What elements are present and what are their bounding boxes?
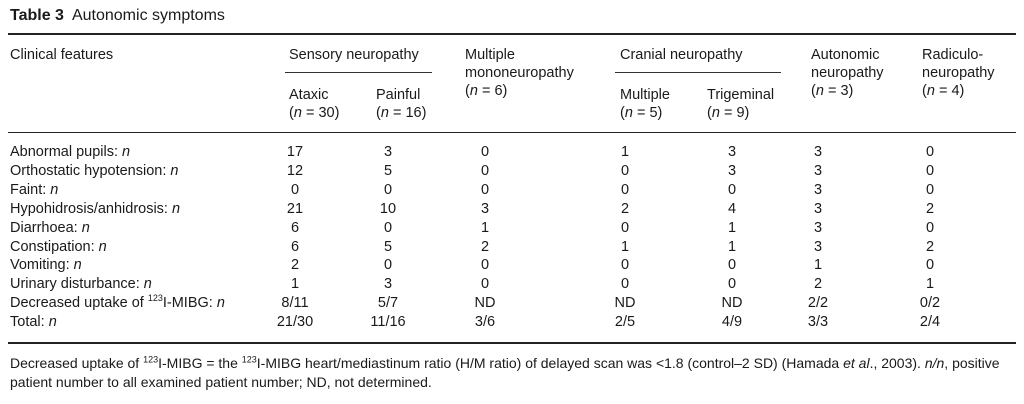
row-label-text: Abnormal pupils:	[10, 144, 123, 160]
header-rn-line1: Radiculo-	[922, 47, 984, 63]
header-mm-line2: mononeuropathy	[465, 65, 574, 81]
header-mm-n: (n = 6)	[465, 83, 508, 99]
table-cell: 1	[620, 238, 630, 255]
footnote-part-3: I-MIBG heart/mediastinum ratio (H/M ratio) of delayed scan was <1.8 (control–2 SD) (Hamada	[256, 355, 844, 371]
header-multiple-label: Multiple	[620, 87, 670, 103]
footnote-sup-1: 123	[143, 354, 159, 365]
table-cell: 2	[925, 238, 935, 255]
row-label	[10, 181, 58, 200]
footnote-part-5: , positive patient number to all examined patient number; ND, not determined.	[10, 355, 1000, 390]
table-cell: 4/9	[721, 314, 743, 331]
header-an-line1: Autonomic	[811, 47, 880, 63]
header-painful-label: Painful	[376, 87, 421, 103]
table-footnote	[10, 354, 1015, 392]
footnote-nn: n/n	[924, 355, 945, 371]
table-cell: 0	[480, 181, 490, 198]
row-label-text: Decreased uptake of	[10, 295, 148, 312]
row-label	[10, 200, 180, 219]
header-multiple	[620, 86, 670, 122]
table-cell: 2/2	[807, 295, 829, 312]
row-label	[10, 294, 225, 313]
row-label-text: I-MIBG:	[162, 295, 217, 312]
table-cell: 0	[620, 181, 630, 198]
table-cell: 10	[379, 200, 397, 217]
table-cell: 11/16	[370, 314, 406, 331]
table-cell: 0	[383, 257, 393, 274]
row-label-text: Total:	[10, 314, 49, 331]
row-label-n: n	[122, 144, 131, 160]
row-label-n: n	[216, 295, 225, 312]
table-cell: 0	[925, 181, 935, 198]
table-cell: 3	[813, 238, 823, 255]
row-label-n: n	[48, 314, 57, 331]
header-an-line2: neuropathy	[811, 65, 884, 81]
table-cell: 3/3	[807, 314, 829, 331]
table-cell: 3/6	[474, 314, 496, 331]
table-cell: 0	[480, 144, 490, 160]
footnote-part-2: I-MIBG = the	[158, 355, 242, 371]
table-cell: 0	[290, 181, 300, 198]
row-label-n: n	[172, 200, 181, 217]
header-rule	[8, 132, 1016, 133]
table-cell: 5	[383, 162, 393, 179]
table-cell: 21/30	[276, 314, 314, 331]
header-multiple-n: (n = 5)	[620, 105, 663, 121]
table-cell: 0	[383, 219, 393, 236]
table-cell: 5/7	[377, 295, 399, 312]
table-caption: Autonomic symptoms	[71, 7, 225, 24]
footnote-etal: et al	[843, 355, 870, 371]
table-cell: 2	[813, 276, 823, 293]
table-cell: 3	[813, 200, 823, 217]
header-mm-line1: Multiple	[465, 47, 515, 63]
table-cell: 21	[286, 200, 304, 217]
header-multiple-mononeuropathy	[465, 46, 574, 100]
top-rule	[8, 33, 1016, 35]
row-label	[10, 238, 107, 257]
row-label	[10, 313, 57, 332]
table-cell: 3	[813, 181, 823, 198]
row-label	[10, 219, 90, 238]
table-cell: 0	[727, 181, 737, 198]
table-cell: 2/5	[614, 314, 636, 331]
table-cell: 0	[480, 162, 490, 179]
header-trigeminal-n: (n = 9)	[707, 105, 750, 121]
table-cell: 1	[925, 276, 935, 293]
table-cell: ND	[721, 295, 743, 312]
row-label	[10, 143, 130, 162]
row-label-n: n	[170, 162, 179, 179]
table-cell: 5	[383, 238, 393, 255]
table-cell: 0	[727, 257, 737, 274]
row-label-n: n	[81, 219, 90, 236]
row-label-n: n	[73, 257, 82, 274]
table-cell: 2/4	[919, 314, 941, 331]
table-number: Table 3	[10, 7, 64, 24]
row-label-text: Constipation:	[10, 238, 99, 255]
table-cell: 3	[383, 276, 393, 293]
table-cell: 12	[286, 162, 304, 179]
table-cell: 2	[480, 238, 490, 255]
row-label-text: Vomiting:	[10, 257, 74, 274]
table-cell: 2	[925, 200, 935, 217]
table-cell: 0	[480, 257, 490, 274]
table-cell: 0	[383, 181, 393, 198]
row-label-text: Orthostatic hypotension:	[10, 162, 171, 179]
row-label	[10, 275, 152, 294]
footnote-part-1: Decreased uptake of	[10, 355, 144, 371]
table-cell: 3	[727, 144, 737, 160]
table-cell: 1	[620, 144, 630, 160]
header-ataxic-n: (n = 30)	[289, 105, 340, 121]
table-cell: 0	[620, 219, 630, 236]
table-cell: 1	[727, 238, 737, 255]
sensory-group-rule	[285, 72, 432, 73]
table-cell: 0	[480, 276, 490, 293]
table-cell: 4	[727, 200, 737, 217]
table-title	[10, 7, 225, 25]
table-cell: 3	[383, 144, 393, 160]
table-cell: 1	[813, 257, 823, 274]
table-cell: 6	[290, 219, 300, 236]
table-cell: 0	[925, 219, 935, 236]
row-label-text: Hypohidrosis/anhidrosis:	[10, 200, 172, 217]
header-cranial-neuropathy: Cranial neuropathy	[620, 47, 743, 63]
header-ataxic	[289, 86, 339, 122]
footnote-sup-2: 123	[241, 354, 257, 365]
table-cell: 3	[813, 144, 823, 160]
cranial-group-rule	[615, 72, 781, 73]
table-cell: 1	[480, 219, 490, 236]
table-cell: 0	[925, 257, 935, 274]
row-label-text: Diarrhoea:	[10, 219, 82, 236]
table-cell: 0	[620, 257, 630, 274]
header-rn-line2: neuropathy	[922, 65, 995, 81]
header-autonomic-neuropathy	[811, 46, 884, 100]
table-cell: 0	[925, 144, 935, 160]
table-cell: 3	[813, 162, 823, 179]
row-label-sup: 123	[147, 293, 163, 304]
table-cell: ND	[614, 295, 636, 312]
row-label-n: n	[98, 238, 107, 255]
header-radiculoneuropathy	[922, 46, 995, 100]
row-label-n: n	[50, 181, 59, 198]
table-cell: 0	[620, 162, 630, 179]
table-cell: 3	[813, 219, 823, 236]
header-trigeminal-label: Trigeminal	[707, 87, 775, 103]
row-label	[10, 162, 178, 181]
footnote-part-4: ., 2003).	[869, 355, 925, 371]
bottom-rule	[8, 342, 1016, 344]
row-label	[10, 256, 82, 275]
header-painful	[376, 86, 426, 122]
table-cell: 3	[727, 162, 737, 179]
row-label-n: n	[143, 276, 152, 293]
table-cell: 0	[727, 276, 737, 293]
table-cell: 1	[727, 219, 737, 236]
table-cell: 17	[286, 144, 304, 160]
header-painful-n: (n = 16)	[376, 105, 427, 121]
header-ataxic-label: Ataxic	[289, 87, 329, 103]
table-cell: 6	[290, 238, 300, 255]
row-label-text: Urinary disturbance:	[10, 276, 144, 293]
table-cell: ND	[474, 295, 496, 312]
table-cell: 8/11	[281, 295, 309, 312]
table-cell: 2	[290, 257, 300, 274]
row-label-text: Faint:	[10, 181, 51, 198]
header-sensory-neuropathy: Sensory neuropathy	[289, 47, 419, 63]
table-cell: 0/2	[919, 295, 941, 312]
table-cell: 3	[480, 200, 490, 217]
table-cell: 0	[620, 276, 630, 293]
header-clinical-features: Clinical features	[10, 47, 114, 63]
table-cell: 1	[290, 276, 300, 293]
header-rn-n: (n = 4)	[922, 83, 965, 99]
table-cell: 0	[925, 162, 935, 179]
header-trigeminal	[707, 86, 774, 122]
header-an-n: (n = 3)	[811, 83, 854, 99]
table-cell: 2	[620, 200, 630, 217]
